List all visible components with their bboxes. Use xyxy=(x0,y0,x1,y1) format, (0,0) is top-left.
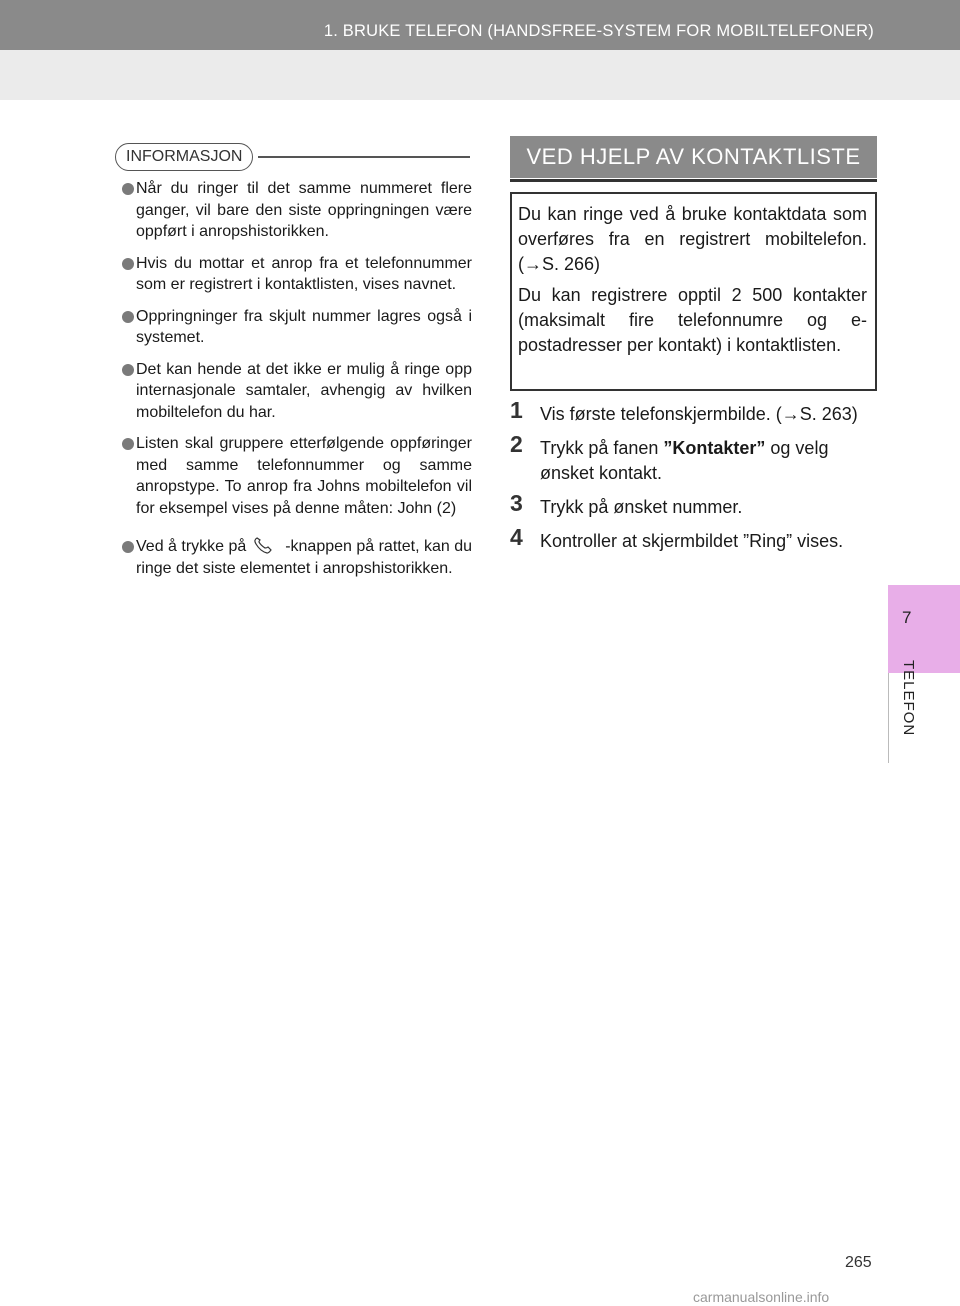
info-item: Listen skal gruppere etterfølgende oppføringer med samme telefonnummer og samme anropstype. To anrop fra Johns mobiltelefon vil for eksempel vises på denne måten: John (2) xyxy=(122,433,472,519)
step-item: 1 Vis første telefonskjermbilde. (→S. 263) xyxy=(510,397,858,424)
step-item: 3 Trykk på ønsket nummer. xyxy=(510,490,743,517)
bullet-icon xyxy=(122,258,134,270)
info-list xyxy=(122,178,472,589)
step-item: 2 Trykk på fanen ”Kontakter” og velg ønsket kontakt. xyxy=(510,431,829,483)
step-number: 2 xyxy=(510,431,523,457)
info-item: Ved å trykke på -knappen på rattet, kan du ringe det siste elementet i anropshistorikken. xyxy=(122,536,472,579)
bullet-icon xyxy=(122,311,134,323)
steps-list xyxy=(510,397,885,563)
info-item: Det kan hende at det ikke er mulig å ringe opp internasjonale samtaler, avhengig av hvilken mobiltelefon du har. xyxy=(122,359,472,424)
section-rule xyxy=(510,179,877,182)
chapter-number: 7 xyxy=(902,608,912,627)
box-paragraph: Du kan ringe ved å bruke kontaktdata som overføres fra en registrert mobiltelefon. (→S. 266) xyxy=(518,204,867,274)
info-item: Hvis du mottar et anrop fra et telefonnummer som er registrert i kontaktlisten, vises navnet. xyxy=(122,253,472,296)
header-bar xyxy=(0,0,960,50)
info-item: Oppringninger fra skjult nummer lagres også i systemet. xyxy=(122,306,472,349)
chapter-label: TELEFON xyxy=(900,660,917,737)
page-number: 265 xyxy=(845,1254,872,1271)
step-number: 4 xyxy=(510,524,523,550)
bullet-icon xyxy=(122,541,134,553)
bullet-icon xyxy=(122,183,134,195)
step-item: 4 Kontroller at skjermbildet ”Ring” vises. xyxy=(510,524,844,551)
info-rule xyxy=(258,156,470,158)
phone-icon xyxy=(251,536,281,554)
step-number: 1 xyxy=(510,397,523,423)
chapter-rule xyxy=(888,673,889,763)
step-number: 3 xyxy=(510,490,523,516)
info-item: Når du ringer til det samme nummeret flere ganger, vil bare den siste oppringningen være oppført i anropshistorikken. xyxy=(122,178,472,243)
bullet-icon xyxy=(122,364,134,376)
header-title: 1. BRUKE TELEFON (HANDSFREE-SYSTEM FOR MOBILTELEFONER) xyxy=(323,22,874,40)
bullet-icon xyxy=(122,438,134,450)
header-subbar xyxy=(0,50,960,100)
info-label: INFORMASJON xyxy=(115,143,253,171)
section-info-box xyxy=(510,192,877,391)
box-paragraph: Du kan registrere opptil 2 500 kontakter (maksimalt fire telefonnumre og e-postadresser per kontakt) i kontaktlisten. xyxy=(518,285,867,355)
chapter-tab xyxy=(888,585,960,673)
section-title: VED HJELP AV KONTAKTLISTE xyxy=(510,136,877,178)
watermark: carmanualsonline.info xyxy=(693,1289,830,1305)
